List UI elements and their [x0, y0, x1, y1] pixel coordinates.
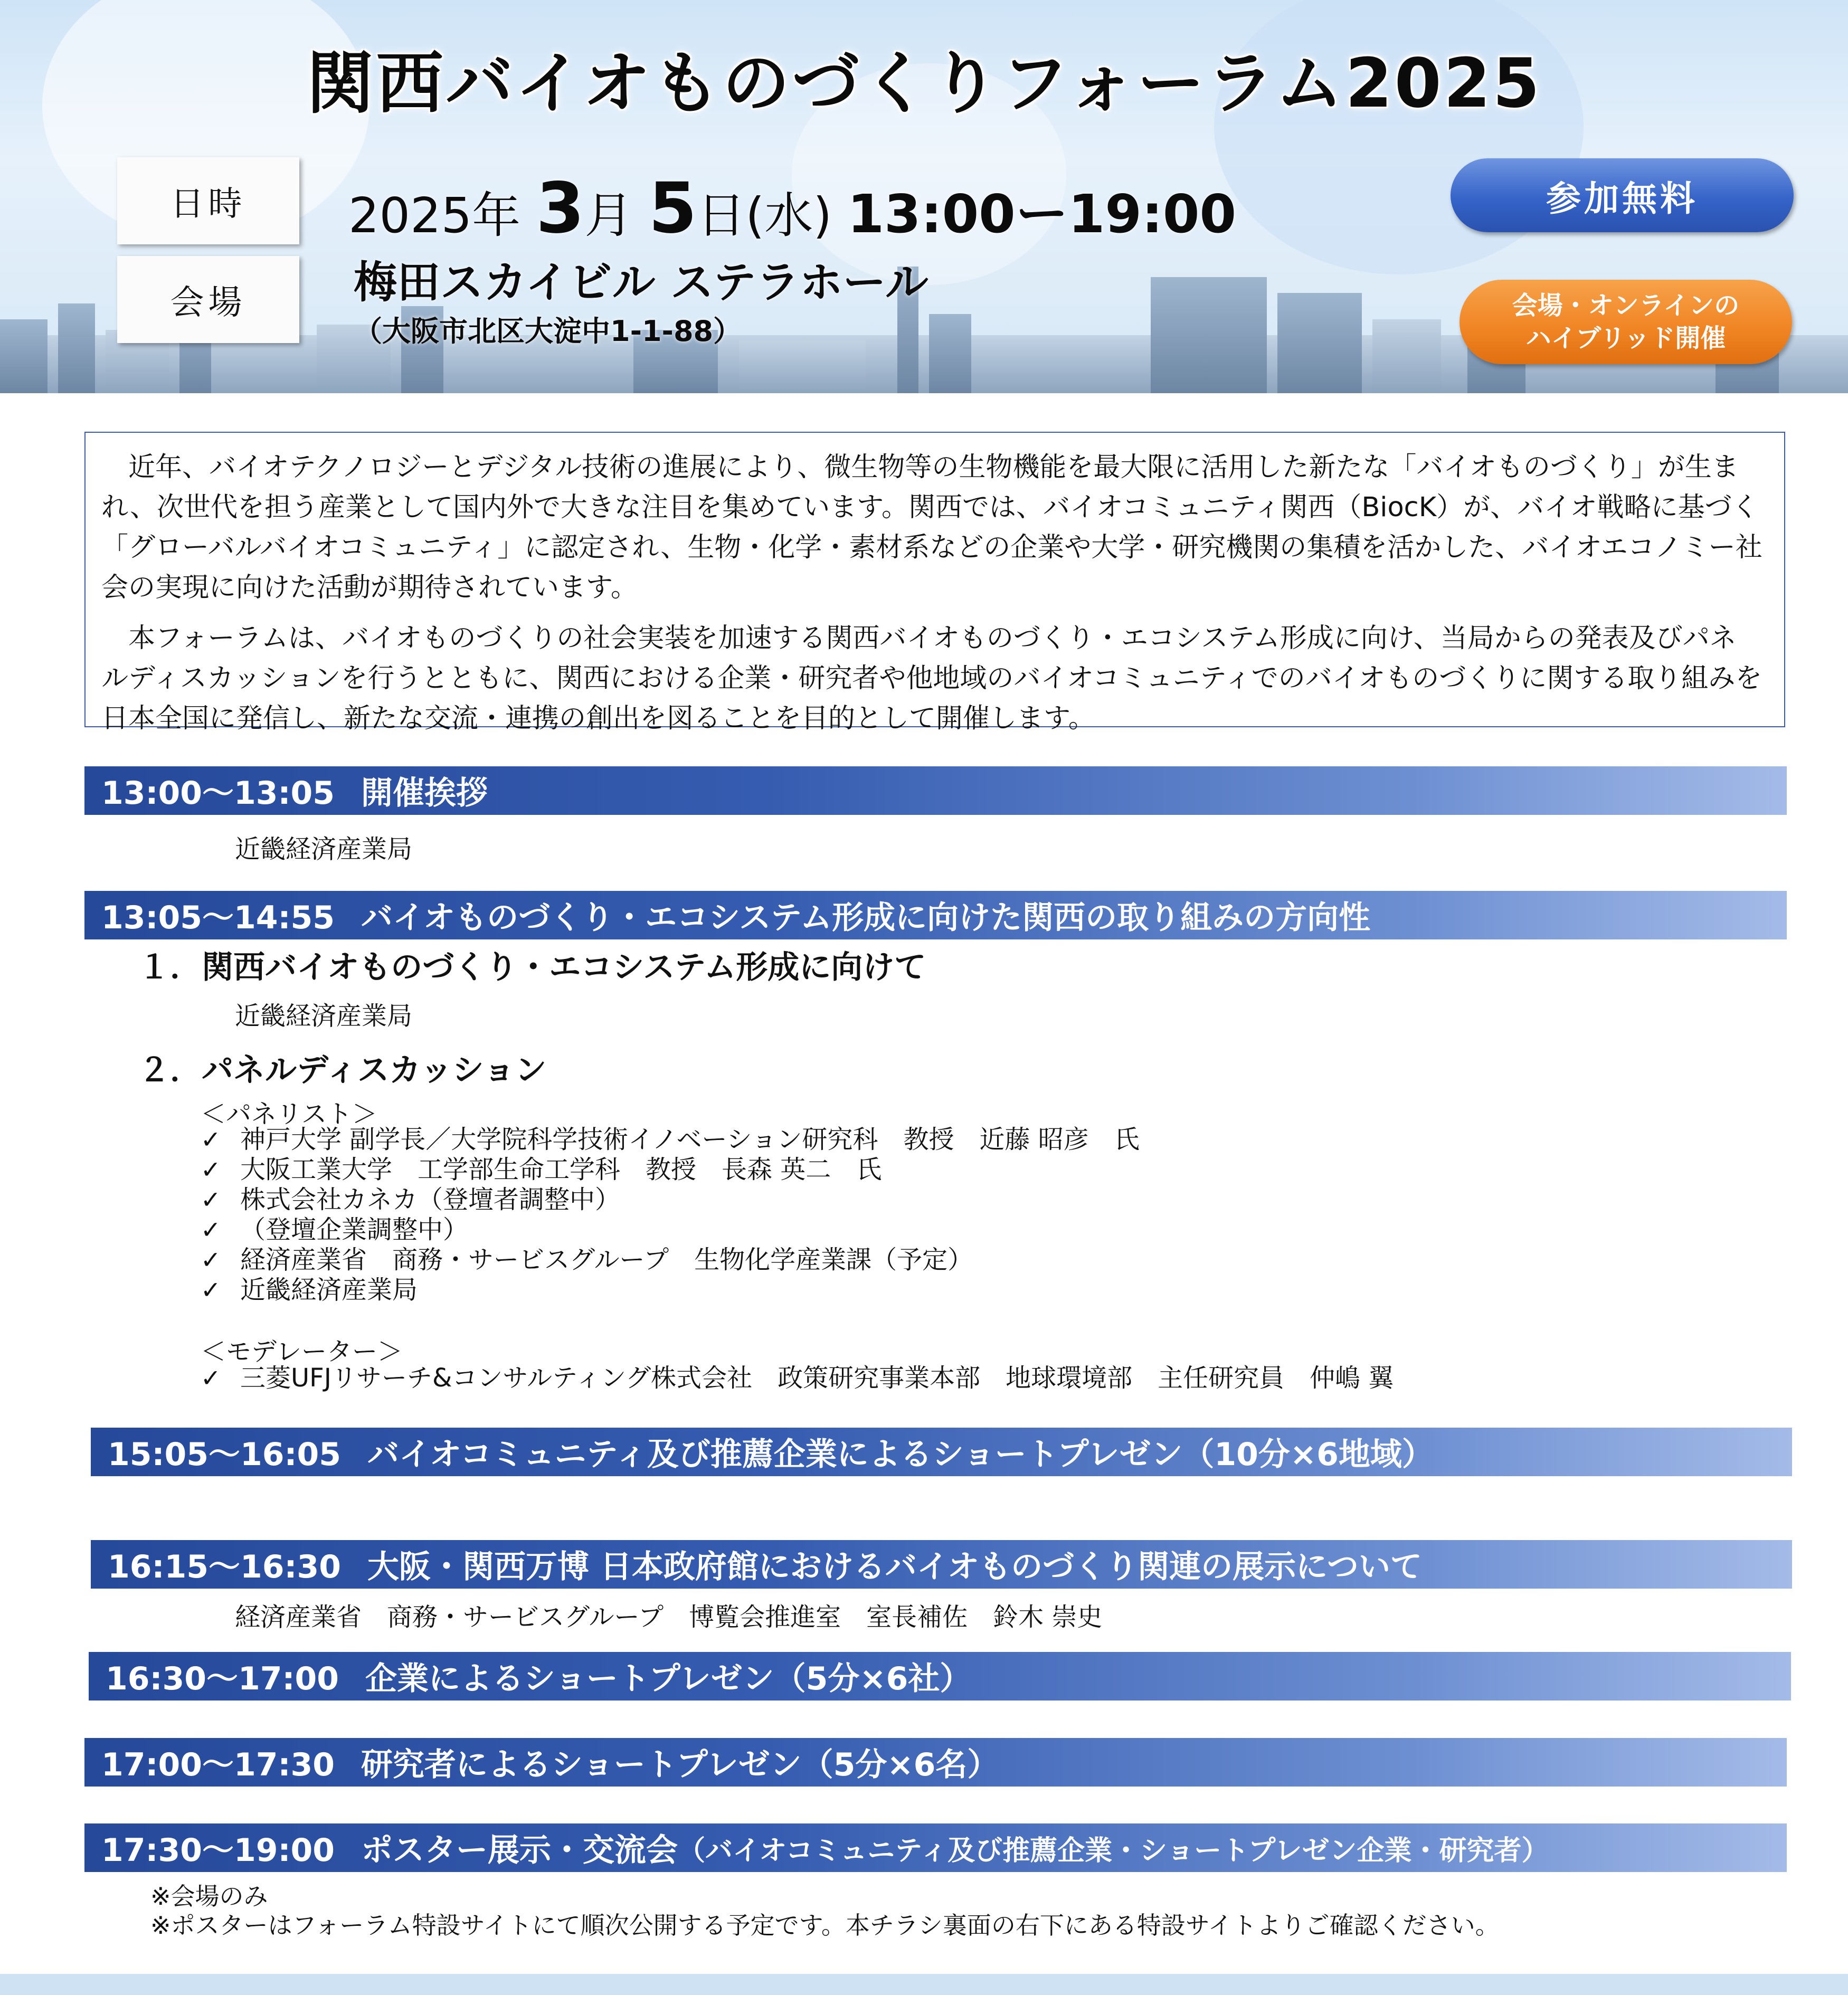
- session-title: バイオものづくり・エコシステム形成に向けた関西の取り組みの方向性: [361, 899, 1371, 936]
- panelist-name: （登壇企業調整中）: [240, 1215, 469, 1244]
- panelist-list: [201, 1125, 1140, 1305]
- list-item: [201, 1275, 1140, 1305]
- intro-box: [84, 432, 1785, 734]
- bottom-strip: [0, 1974, 1848, 1995]
- date-year: 2025年: [348, 187, 521, 244]
- list-item: [201, 1363, 1394, 1393]
- session-bar-poster-networking: [84, 1823, 1787, 1872]
- hybrid-event-badge: [1460, 280, 1792, 364]
- intro-paragraph-2: 本フォーラムは、バイオものづくりの社会実装を加速する関西バイオものづくり・エコシステム形成に向け、当局からの発表及びパネルディスカッションを行うとともに、関西における企業・研究者や他地域のバイオコミュニティでのバイオものづくりに関する取り組みを日本全国に発信し、新たな交流・連携の創出を図ることを目的として開催します。: [101, 623, 1762, 734]
- date-day: 5: [648, 168, 697, 249]
- session-note: （バイオコミュニティ及び推薦企業・ショートプレゼン企業・研究者）: [677, 1835, 1549, 1867]
- session-bar-opening: [84, 766, 1787, 815]
- moderator-list: [201, 1363, 1394, 1393]
- session-title: 大阪・関西万博 日本政府館におけるバイオものづくり関連の展示について: [367, 1548, 1422, 1585]
- moderator-name: 三菱UFJリサーチ&コンサルティング株式会社 政策研究事業本部 地球環境部 主任研究員 仲嶋 翼: [240, 1363, 1394, 1393]
- check-icon: ✓: [201, 1215, 221, 1244]
- session-time: 17:00〜17:30: [101, 1746, 335, 1783]
- date-weekday: (水): [745, 187, 832, 244]
- event-title: 関西バイオものづくりフォーラム2025: [306, 44, 1542, 123]
- session-bar-expo-exhibit: [91, 1540, 1792, 1589]
- footnote-poster-site: ※ポスターはフォーラム特設サイトにて順次公開する予定です。本チラシ裏面の右下にある特設サイトよりご確認ください。: [150, 1911, 1500, 1940]
- event-datetime: [348, 168, 1236, 249]
- session-title: ポスター展示・交流会: [361, 1832, 678, 1869]
- hybrid-badge-line1: 会場・オンラインの: [1512, 291, 1740, 320]
- session-time: 13:00〜13:05: [101, 775, 335, 812]
- date-day-unit: 日: [697, 187, 746, 244]
- list-item: [201, 1155, 1140, 1185]
- list-item: [201, 1245, 1140, 1275]
- hybrid-badge-line2: ハイブリッド開催: [1525, 324, 1726, 353]
- footnote-venue-only: ※会場のみ: [150, 1882, 268, 1911]
- session-organizer: 近畿経済産業局: [235, 834, 413, 864]
- intro-paragraph-1: 近年、バイオテクノロジーとデジタル技術の進展により、微生物等の生物機能を最大限に活用した新たな「バイオものづくり」が生まれ、次世代を担う産業として国内外で大きな注目を集めています。関西では、バイオコミュニティ関西（BiocK）が、バイオ戦略に基づく「グローバルバイオコミュニティ」に認定され、生物・化学・素材系などの企業や大学・研究機関の集積を活かした、バイオエコノミー社会の実現に向けた活動が期待されています。: [101, 452, 1762, 603]
- list-item: [201, 1215, 1140, 1245]
- subsection-heading-1: １．関西バイオものづくり・エコシステム形成に向けて: [138, 949, 926, 986]
- session-time: 16:30〜17:00: [106, 1660, 339, 1697]
- date-month-unit: 月: [584, 187, 633, 244]
- check-icon: ✓: [201, 1246, 221, 1274]
- list-item: [201, 1185, 1140, 1215]
- moderator-label: ＜モデレーター＞: [201, 1337, 403, 1366]
- session-title: 企業によるショートプレゼン（5分×6社）: [365, 1660, 972, 1697]
- check-icon: ✓: [201, 1185, 221, 1214]
- session-bar-community-presentations: [91, 1428, 1792, 1476]
- check-icon: ✓: [201, 1364, 221, 1392]
- session-time: 17:30〜19:00: [101, 1832, 335, 1869]
- session-title: 研究者によるショートプレゼン（5分×6名）: [361, 1746, 999, 1783]
- session-title: バイオコミュニティ及び推薦企業によるショートプレゼン（10分×6地域）: [367, 1436, 1434, 1473]
- session-time: 16:15〜16:30: [108, 1548, 341, 1585]
- session-time: 15:05〜16:05: [108, 1436, 341, 1473]
- session-time: 13:05〜14:55: [101, 899, 335, 936]
- check-icon: ✓: [201, 1276, 221, 1304]
- session-title: 開催挨拶: [361, 775, 488, 812]
- subsection-heading-2: ２．パネルディスカッション: [138, 1052, 547, 1089]
- event-time: 13:00ー19:00: [847, 183, 1237, 245]
- session-organizer: 経済産業省 商務・サービスグループ 博覧会推進室 室長補佐 鈴木 崇史: [235, 1602, 1103, 1632]
- date-month: 3: [536, 168, 585, 249]
- check-icon: ✓: [201, 1125, 221, 1154]
- panelist-name: 大阪工業大学 工学部生命工学科 教授 長森 英二 氏: [240, 1155, 882, 1184]
- panelist-name: 近畿経済産業局: [240, 1275, 418, 1305]
- venue-name: 梅田スカイビル ステラホール: [354, 258, 928, 308]
- panelists-label: ＜パネリスト＞: [201, 1099, 378, 1129]
- panelist-name: 神戸大学 副学長／大学院科学技術イノベーション研究科 教授 近藤 昭彦 氏: [240, 1125, 1140, 1154]
- panelist-name: 経済産業省 商務・サービスグループ 生物化学産業課（予定）: [240, 1245, 973, 1275]
- panelist-name: 株式会社カネカ（登壇者調整中）: [240, 1185, 621, 1214]
- subsection-organizer: 近畿経済産業局: [235, 1001, 413, 1031]
- check-icon: ✓: [201, 1155, 221, 1184]
- session-bar-company-presentations: [89, 1652, 1791, 1700]
- venue-label: 会場: [117, 256, 299, 343]
- free-admission-badge: 参加無料: [1451, 158, 1794, 232]
- session-bar-kansai-direction: [84, 891, 1787, 939]
- header-banner: [0, 0, 1848, 393]
- venue-address: （大阪市北区大淀中1-1-88）: [354, 315, 742, 348]
- datetime-label: 日時: [117, 157, 299, 244]
- session-bar-researcher-presentations: [84, 1738, 1787, 1787]
- list-item: [201, 1125, 1140, 1155]
